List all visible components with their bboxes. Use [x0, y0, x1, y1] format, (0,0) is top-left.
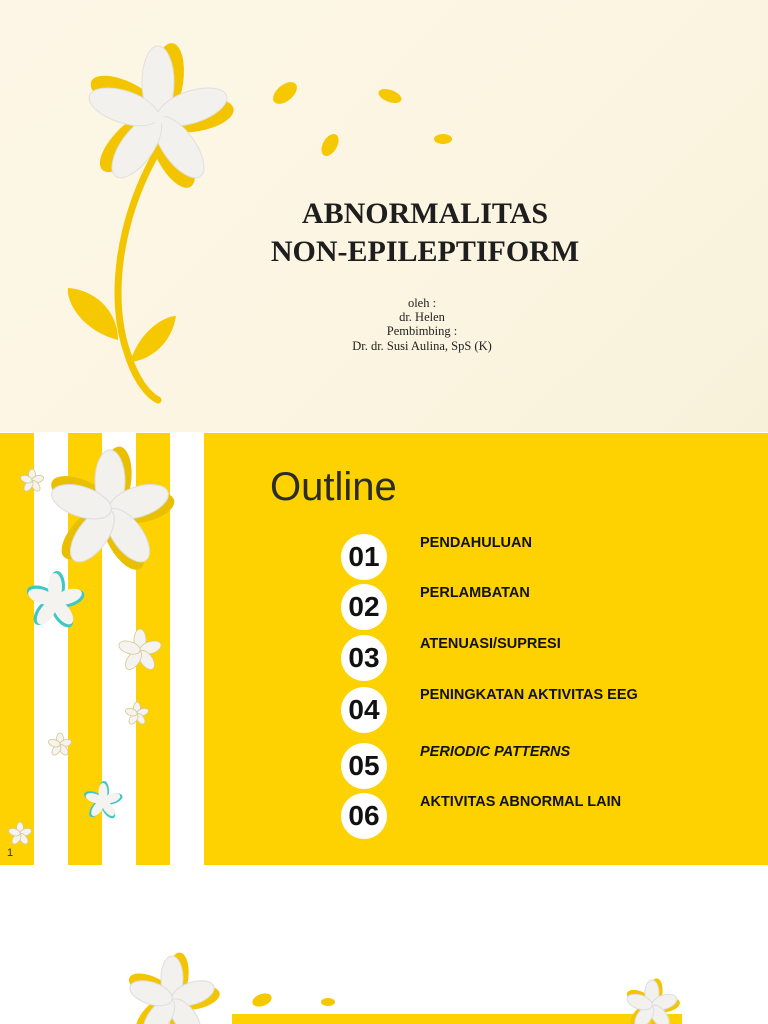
outline-number-badge: 02 — [341, 584, 387, 630]
flower-decorations — [0, 433, 210, 865]
outline-item-label: PERIODIC PATTERNS — [420, 744, 571, 760]
title-slide — [0, 0, 768, 432]
flower-decorations — [0, 866, 768, 1024]
outline-number-badge: 03 — [341, 635, 387, 681]
outline-item-label: AKTIVITAS ABNORMAL LAIN — [420, 794, 622, 810]
outline-number-badge: 05 — [341, 743, 387, 789]
outline-item-label: PERLAMBATAN — [420, 585, 530, 601]
page-number: 1 — [7, 847, 14, 859]
credits-block — [272, 296, 572, 353]
outline-item-label: ATENUASI/SUPRESI — [420, 636, 561, 652]
title-line-2: NON-EPILEPTIFORM — [270, 235, 580, 268]
supervisor-label: Pembimbing : — [386, 324, 458, 339]
outline-item-label: PENINGKATAN AKTIVITAS EEG — [420, 687, 638, 703]
by-label: oleh : — [407, 296, 437, 310]
outline-number-badge: 04 — [341, 687, 387, 733]
outline-item-label: PENDAHULUAN — [420, 535, 532, 551]
supervisor-name: Dr. dr. Susi Aulina, SpS (K) — [352, 338, 492, 353]
author-name: dr. Helen — [399, 310, 445, 325]
title-line-1: ABNORMALITAS — [301, 197, 549, 230]
next-slide-preview — [0, 866, 768, 1024]
outline-number-badge: 01 — [341, 534, 387, 580]
presentation-title — [200, 195, 650, 271]
outline-slide — [0, 433, 768, 865]
outline-number-badge: 06 — [341, 793, 387, 839]
outline-title: Outline — [270, 465, 397, 509]
